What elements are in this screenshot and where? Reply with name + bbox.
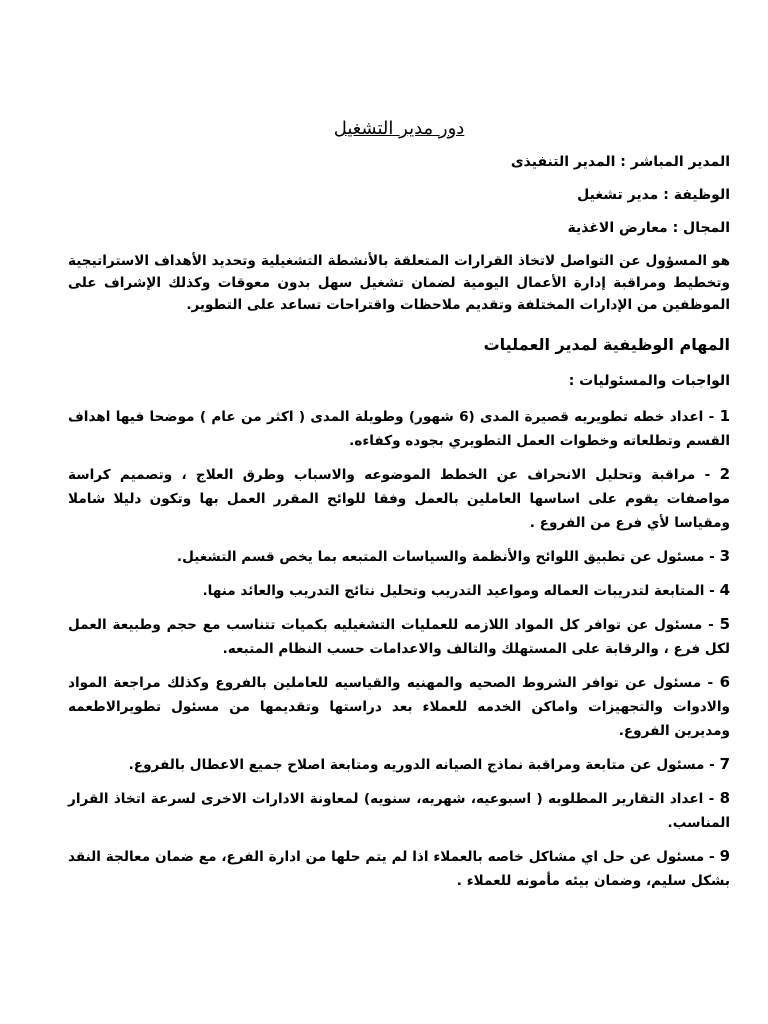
duty-item — [68, 752, 730, 777]
duty-text: - مسئول عن تطبيق اللوائح والأنظمة والسياسات المتبعه بما يخص قسم التشغيل. — [176, 549, 715, 565]
duty-number: 2 — [719, 465, 730, 483]
duty-number: 4 — [719, 581, 730, 599]
section-title: المهام الوظيفية لمدير العمليات — [483, 335, 730, 354]
duty-item — [68, 670, 730, 743]
duty-item — [68, 404, 730, 453]
duty-text: - اعداد خطه تطويريه قصيرة المدى (6 شهور) وطويلة المدى ( اكثر من عام ) موضحا فيها اهداف القسم وتطلعاته وخطوات العمل التطويري بجوده وكفاءه. — [68, 409, 730, 449]
duty-number: 7 — [719, 755, 730, 773]
duty-number: 5 — [719, 615, 730, 633]
duties-list — [68, 404, 730, 893]
direct-manager-line: المدير المباشر : المدير التنفيذى — [510, 154, 730, 170]
field-line: المجال : معارض الاغذية — [567, 220, 730, 236]
duty-item — [68, 544, 730, 569]
intro-paragraph: هو المسؤول عن التواصل لاتخاذ القرارات المتعلقة بالأنشطة التشغيلية وتحديد الأهداف الاستراتيجية وتخطيط ومراقبة إدارة الأعمال اليومية لضمان تشغيل سهل بدون معوقات وكذلك الإشراف على الموظفين من الإدارات المختلفة وتقديم ملاحظات واقتراحات تساعد على التطوير. — [68, 253, 730, 313]
duty-text: - اعداد التقارير المطلوبه ( اسبوعيه، شهريه، سنويه) لمعاونة الادارات الاخرى لسرعة اتخاذ القرار المناسب. — [68, 791, 730, 831]
duty-text: - مسئول عن توافر الشروط الصحيه والمهنيه والقياسيه للعاملين بالفروع وكذلك مراجعة المواد والادوات والتجهيزات واماكن الخدمه للعملاء بعد دراستها وتقديمها من مسئول تطويرالاطعمه ومديرين الفروع. — [68, 675, 730, 739]
duty-item — [68, 578, 730, 603]
job-line: الوظيفة : مدير تشغيل — [577, 187, 730, 203]
duty-number: 6 — [719, 673, 731, 691]
duty-number: 8 — [719, 789, 730, 807]
duty-text: - المتابعة لتدريبات العماله ومواعيد التدريب وتحليل نتائج التدريب والعائد منها. — [202, 583, 715, 599]
duty-text: - مسئول عن متابعة ومراقبة نماذج الصيانه الدوريه ومتابعة اصلاح جميع الاعطال بالفروع. — [128, 757, 715, 773]
page-title: دور مدير التشغيل — [333, 118, 465, 139]
duty-text: - مراقبة وتحليل الانحراف عن الخطط الموضوعه والاسباب وطرق العلاج ، وتصميم كراسة مواصفات يقوم على اساسها العاملين بالعمل وفقا للوائح المقرر العمل بها وتكون دليلا شاملا ومقياسا لأي فرع من الفروع . — [68, 467, 730, 531]
duty-item — [68, 786, 730, 835]
duty-number: 1 — [719, 407, 730, 425]
duties-heading: الواجبات والمسئوليات : — [568, 373, 730, 389]
duty-item — [68, 844, 730, 893]
duty-number: 3 — [719, 547, 730, 565]
duty-item — [68, 462, 730, 535]
duty-item — [68, 612, 730, 661]
document-page — [68, 118, 730, 902]
duty-number: 9 — [719, 847, 730, 865]
duty-text: - مسئول عن حل اي مشاكل خاصه بالعملاء اذا لم يتم حلها من ادارة الفرع، مع ضمان معالجة النقد بشكل سليم، وضمان بيئه مأمونه للعملاء . — [68, 849, 730, 889]
duty-text: - مسئول عن توافر كل المواد اللازمه للعمليات التشغيليه بكميات تتناسب مع حجم وطبيعة العمل لكل فرع ، والرقابة على المستهلك والتالف والاعدامات حسب النظام المتبعه. — [68, 617, 730, 657]
